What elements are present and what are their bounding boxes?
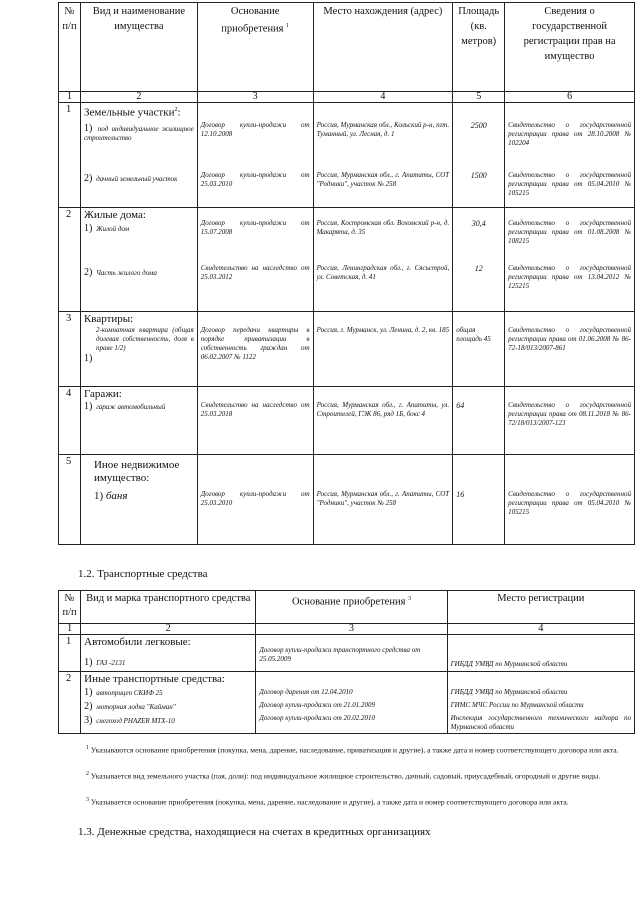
basis-text: Договор купли-продажи от 15.07.2008 (200, 219, 310, 236)
registration-cell (505, 103, 635, 208)
list-item: 2) моторная лодка "Кайман" (84, 701, 176, 712)
basis-cell (256, 635, 447, 672)
registration-text: Инспекция государственного технического надзора по Мурманской области (450, 714, 631, 731)
area-value: 30,4 (471, 219, 486, 228)
location-text: Россия, Мурманская обл., Кольский р-н, пгт. Туманный, ул. Лесная, д. 1 (316, 121, 450, 138)
registration-cell (505, 312, 635, 387)
list-item-index: 1) (83, 353, 93, 364)
header-type: Вид и наименование имущества (80, 3, 197, 92)
list-item: 1) ГАЗ -2131 (84, 657, 126, 668)
basis-cell (197, 103, 313, 208)
basis-text: Свидетельство на наследство от 25.03.2012 (200, 264, 310, 281)
registration-text: Свидетельство о государственной регистрации права от 05.04.2010 № 105215 (508, 171, 631, 197)
table-row (59, 312, 635, 387)
header-basis: Основание приобретения $^1$ (197, 3, 313, 92)
registration-text: ГИБДД УМВД по Мурманской области (450, 660, 568, 668)
basis-cell (197, 455, 313, 545)
col-num: 6 (505, 92, 635, 103)
category-label: Земельные участки$^2$: (83, 106, 181, 119)
basis-cell (197, 208, 313, 312)
area-cell (453, 387, 505, 455)
column-number-row (59, 624, 635, 635)
type-cell (81, 635, 256, 672)
vehicles-table (58, 590, 635, 734)
area-cell (453, 103, 505, 208)
location-text: Россия, Костромская обл. Вохомский р-н, д. Макарята, д. 35 (316, 219, 450, 236)
real-estate-table (58, 2, 635, 545)
location-cell (313, 312, 453, 387)
registration-cell (505, 208, 635, 312)
header-type: Вид и марка транспортного средства (81, 591, 256, 624)
category-label: Иные транспортные средства: (84, 673, 225, 685)
type-cell (81, 672, 256, 734)
list-item: 2-комнатная квартира (общая долевая собственность, доля в праве 1/2) (95, 326, 194, 352)
location-text: Россия, Мурманская обл., г. Апатиты, СОТ "Родники", участок № 258 (316, 171, 450, 188)
header-registration: Место регистрации (447, 591, 634, 624)
col-num: 2 (80, 92, 197, 103)
col-num: 4 (313, 92, 453, 103)
header-registration: Сведения о государственной регистрации прав на имущество (505, 3, 635, 92)
basis-text: Договор купли-продажи от 25.03.2010 (200, 171, 310, 188)
category-label: Иное недвижимое имущество: (93, 459, 180, 484)
basis-text: Договор купли-продажи от 21.01.2009 (259, 701, 376, 709)
location-cell (313, 208, 453, 312)
row-number: 4 (59, 387, 81, 455)
registration-text: Свидетельство о государственной регистрации права от 13.04.2012 № 125215 (508, 264, 631, 290)
type-cell (80, 103, 197, 208)
area-value: 1500 (470, 171, 487, 180)
footnote: $^3$ Указывается основание приобретения (покупка, мена, дарение, наследование и другие), а также дата и номер соответствующего договора или акта. (86, 797, 569, 807)
list-item: 1) Жилой дом (83, 223, 130, 234)
header-no: № п/п (59, 591, 81, 624)
registration-text: Свидетельство о государственной регистрации права от 08.11.2018 № 86-72/18/013/2007-123 (508, 401, 631, 427)
footnote: $^1$ Указываются основание приобретения (покупка, мена, дарение, наследование, приватизация и другие), а также дата и номер соответствующего договора или акта. (86, 745, 619, 755)
row-number: 3 (59, 312, 81, 387)
list-item: 2) дачный земельный участок (83, 172, 178, 184)
basis-text: Договор купли-продажи от 12.10.2008 (200, 121, 310, 138)
registration-cell (447, 672, 634, 734)
area-cell (453, 208, 505, 312)
row-number: 2 (59, 208, 81, 312)
registration-text: ГИМС МЧС России по Мурманской области (450, 701, 584, 709)
category-label: Гаражи: (83, 388, 122, 400)
registration-cell (505, 455, 635, 545)
area-value: общая площадь 45 (456, 326, 491, 343)
type-cell (80, 455, 197, 545)
row-number: 1 (59, 635, 81, 672)
col-num: 3 (197, 92, 313, 103)
footnote: $^2$ Указывается вид земельного участка (пая, доли): под индивидуальное жилищное строительство, дачный, садовый, приусадебный, огородный и другие виды. (86, 771, 601, 781)
registration-text: Свидетельство о государственной регистрации права от 01.06.2008 № 86-72-18/013/2007-861 (508, 326, 631, 352)
table-row (59, 455, 635, 545)
area-value: 12 (474, 264, 483, 273)
row-number: 1 (59, 103, 81, 208)
basis-text: Договор передачи квартиры в порядке приватизации в собственность граждан от 06.02.2007 № 1122 (200, 326, 310, 361)
list-item: 1) автоприцеп СКИФ 25 (84, 687, 163, 698)
list-item: 1) баня (93, 490, 128, 502)
row-number: 5 (59, 455, 81, 545)
location-cell (313, 387, 453, 455)
basis-text: Договор купли-продажи от 25.03.2010 (200, 490, 310, 507)
type-cell (80, 387, 197, 455)
location-text: Россия, Мурманская обл., г. Апатиты, СОТ "Родники", участок № 258 (316, 490, 450, 507)
list-item: 2) Часть жилого дома (83, 267, 157, 278)
area-cell (453, 312, 505, 387)
registration-text: Свидетельство о государственной регистрации права от 01.08.2008 № 108215 (508, 219, 631, 245)
basis-text: Договор купли-продажи от 20.02.2010 (259, 714, 376, 722)
table-row (59, 672, 635, 734)
location-text: Россия, Мурманская обл., г. Апатиты, ул. Строителей, ГЭК 86, ряд 1Б, бокс 4 (316, 401, 450, 418)
type-cell (80, 208, 197, 312)
category-label: Автомобили легковые: (84, 636, 191, 648)
area-value: 16 (456, 490, 465, 499)
list-item: 1) под индивидуальное жилищное строительство (83, 122, 194, 142)
table-row (59, 635, 635, 672)
type-cell (80, 312, 197, 387)
area-value: 64 (456, 401, 465, 410)
registration-cell (447, 635, 634, 672)
registration-cell (505, 387, 635, 455)
col-num: 3 (256, 624, 447, 635)
location-text: Россия, г. Мурманск, ул. Ленина, д. 2, кв. 185 (316, 326, 450, 334)
col-num: 1 (59, 624, 81, 635)
section-heading: 1.3. Денежные средства, находящиеся на счетах в кредитных организациях (78, 826, 431, 838)
list-item: 1) гараж автомобильный (83, 401, 166, 412)
basis-text: Договор дарения от 12.04.2010 (259, 688, 353, 696)
category-label: Квартиры: (83, 313, 134, 325)
table-row (59, 208, 635, 312)
table-header-row (59, 3, 635, 92)
header-no: № п/п (59, 3, 81, 92)
area-cell (453, 455, 505, 545)
table-row (59, 103, 635, 208)
header-location: Место нахождения (адрес) (313, 3, 453, 92)
row-number: 2 (59, 672, 81, 734)
location-cell (313, 103, 453, 208)
registration-text: Свидетельство о государственной регистрации права от 28.10.2008 № 102204 (508, 121, 631, 147)
col-num: 4 (447, 624, 634, 635)
basis-text: Свидетельство на наследство от 25.03.2018 (200, 401, 310, 418)
area-value: 2500 (470, 121, 487, 130)
column-number-row (59, 92, 635, 103)
col-num: 2 (81, 624, 256, 635)
category-label: Жилые дома: (83, 209, 146, 221)
registration-text: ГИБДД УМВД по Мурманской области (450, 688, 568, 696)
location-cell (313, 455, 453, 545)
header-basis: Основание приобретения $^3$ (256, 591, 447, 624)
table-header-row (59, 591, 635, 624)
basis-text: Договор купли-продажи транспортного средства от 25.05.2009 (259, 646, 421, 663)
registration-text: Свидетельство о государственной регистрации права от 05.04.2010 № 105215 (508, 490, 631, 516)
list-item: 3) снегоход PHAZER MTX-10 (84, 715, 175, 726)
table-row (59, 387, 635, 455)
basis-cell (197, 312, 313, 387)
section-heading: 1.2. Транспортные средства (78, 568, 208, 580)
basis-cell (197, 387, 313, 455)
header-area: Площадь (кв. метров) (453, 3, 505, 92)
col-num: 1 (59, 92, 81, 103)
basis-cell (256, 672, 447, 734)
location-text: Россия, Ленинградская обл., г. Сясьстрой, ул. Советская, д. 41 (316, 264, 450, 281)
col-num: 5 (453, 92, 505, 103)
